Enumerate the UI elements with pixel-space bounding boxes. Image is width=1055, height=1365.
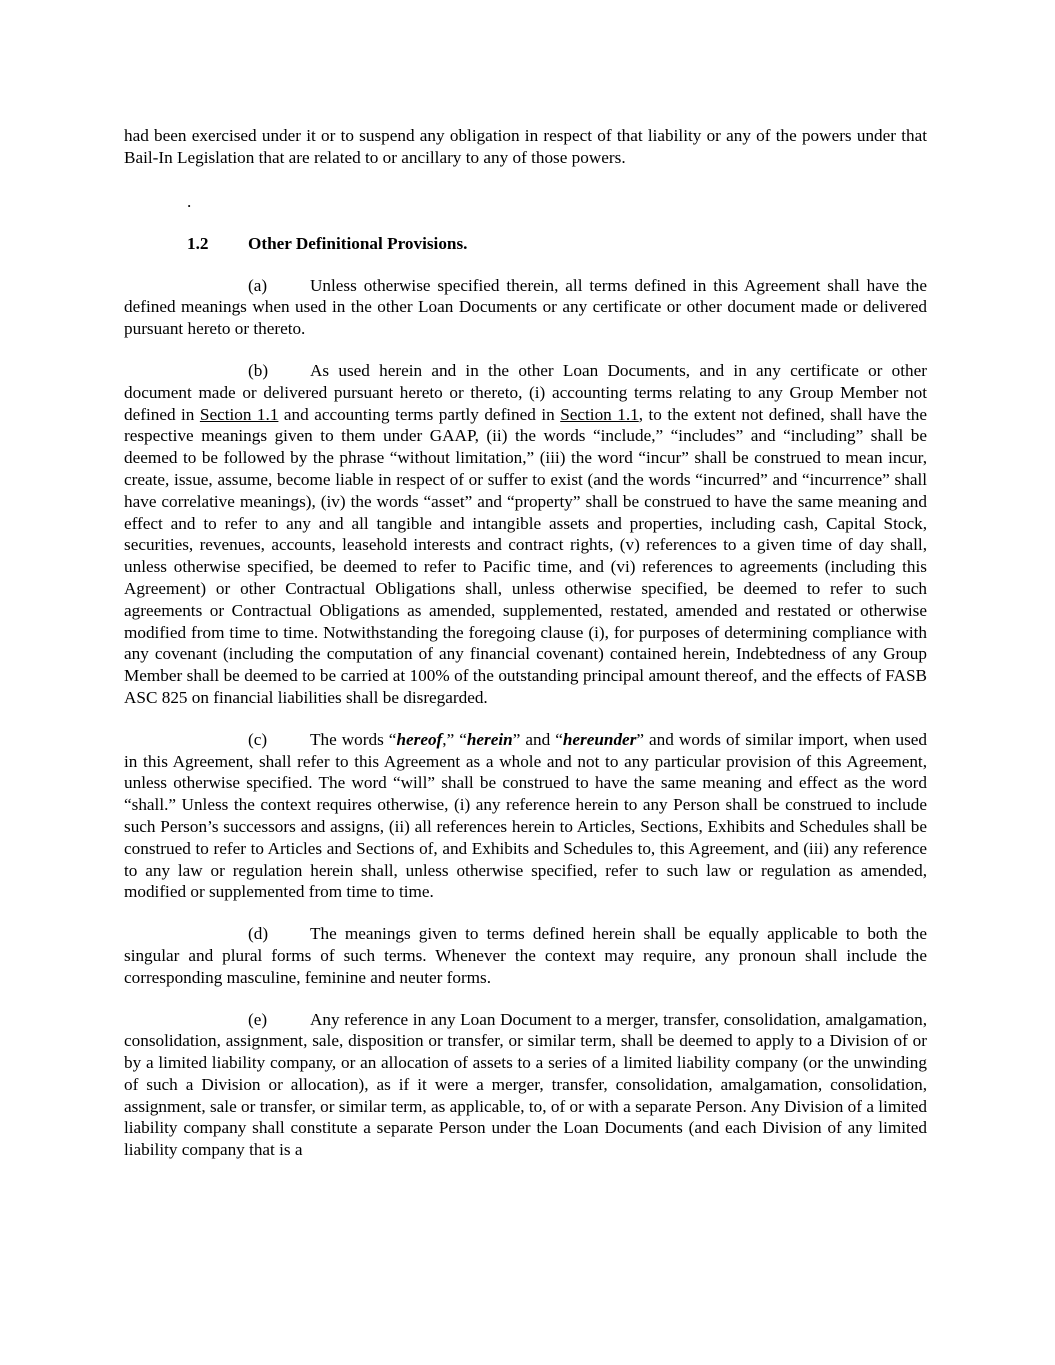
document-page <box>124 125 927 1161</box>
paragraph-d-text: The meanings given to terms defined herein shall be equally applicable to both the singular and plural forms of such terms. Whenever the context may require, any pronoun shall include the corresponding masculine, feminine and neuter forms. <box>124 924 927 987</box>
paragraph-b-text-2: and accounting terms partly defined in <box>278 404 561 424</box>
paragraph-a <box>124 275 927 340</box>
defined-term-herein: herein <box>466 729 513 749</box>
paragraph-c-label: (c) <box>248 729 268 749</box>
defined-term-hereof: hereof <box>396 729 443 749</box>
section-reference-link[interactable]: Section 1.1 <box>199 404 279 424</box>
paragraph-c-text-2: ,” “ <box>442 729 467 749</box>
paragraph-b <box>124 360 927 709</box>
paragraph-a-text: Unless otherwise specified therein, all terms defined in this Agreement shall have the defined meanings when used in the other Loan Documents or any certificate or other document made or delivered pursuant hereto or thereto. <box>124 275 927 339</box>
section-number: 1.2 <box>187 233 209 253</box>
paragraph-c-text-4: ” and words of similar import, when used in this Agreement, shall refer to this Agreement as a whole and not to any particular provision of this Agreement, unless otherwise specified. The word “will” shall be construed to have the same meaning and effect as the word “shall.” Unless the context requires otherwise, (i) any reference herein to any Person shall be construed to include such Person’s successors and assigns, (ii) all references herein to Articles, Sections, Exhibits and Schedules shall be construed to refer to Articles and Sections of, and Exhibits and Schedules to, this Agreement, and (iii) any reference to any law or regulation herein shall, unless otherwise specified, refer to such law or regulation as amended, modified or supplemented from time to time. <box>124 729 927 902</box>
defined-term-hereunder: hereunder <box>562 729 637 749</box>
paragraph-c <box>124 729 927 903</box>
stray-dot: . <box>187 191 192 211</box>
paragraph-d-label: (d) <box>248 924 269 944</box>
paragraph-e-text: Any reference in any Loan Document to a merger, transfer, consolidation, amalgamation, consolidation, assignment, sale, disposition or transfer, or similar term, shall be deemed to apply to a Division of or by a limited liability company, or an allocation of assets to a series of a limited liability company (or the unwinding of such a Division or allocation), as if it were a merger, transfer, consolidation, amalgamation, consolidation, assignment, sale or transfer, or similar term, as applicable, to, of or with a separate Person. Any Division of a limited liability company shall constitute a separate Person under the Loan Documents (and each Division of any limited liability company that is a <box>124 1009 927 1160</box>
paragraph-e <box>124 1009 927 1162</box>
continuation-paragraph: had been exercised under it or to suspend any obligation in respect of that liability or any of the powers under that Bail-In Legislation that are related to or ancillary to any of those powers. <box>124 126 927 167</box>
paragraph-c-text-3: ” and “ <box>512 729 563 749</box>
paragraph-c-text-1: The words “ <box>310 729 397 749</box>
paragraph-b-text-3: , to the extent not defined, shall have the respective meanings given to them under GAAP, (ii) the words “include,” “includes” and “including” shall be deemed to be followed by the phrase “without limitation,” (iii) the word “incur” shall be construed to mean incur, create, issue, assume, become liable in respect of or suffer to exist (and the words “incurred” and “incurrence” shall have correlative meanings), (iv) the words “asset” and “property” shall be construed to have the same meaning and effect and to refer to any and all tangible and intangible assets and properties, including cash, Capital Stock, securities, revenues, accounts, leasehold interests and contract rights, (v) references to a given time of day shall, unless otherwise specified, be deemed to refer to Pacific time, and (vi) references to agreements (including this Agreement) or other Contractual Obligations shall, unless otherwise specified, be deemed to refer to such agreements or Contractual Obligations as amended, supplemented, restated, amended and restated or otherwise modified from time to time. Notwithstanding the foregoing clause (i), for purposes of determining compliance with any covenant (including the computation of any financial covenant) contained herein, Indebtedness of any Group Member shall be deemed to be carried at 100% of the outstanding principal amount thereof, and the effects of FASB ASC 825 on financial liabilities shall be disregarded. <box>124 404 927 707</box>
section-heading <box>187 233 927 255</box>
paragraph-b-label: (b) <box>248 360 269 380</box>
paragraph-b-text-1: As used herein and in the other Loan Documents, and in any certificate or other document made or delivered pursuant hereto or thereto, (i) accounting terms relating to any Group Member not defined in <box>124 360 927 424</box>
section-reference-link[interactable]: Section 1.1 <box>560 404 639 424</box>
paragraph-d <box>124 923 927 988</box>
paragraph-a-label: (a) <box>248 275 268 295</box>
paragraph-e-label: (e) <box>248 1009 268 1029</box>
section-title: Other Definitional Provisions. <box>248 233 468 253</box>
